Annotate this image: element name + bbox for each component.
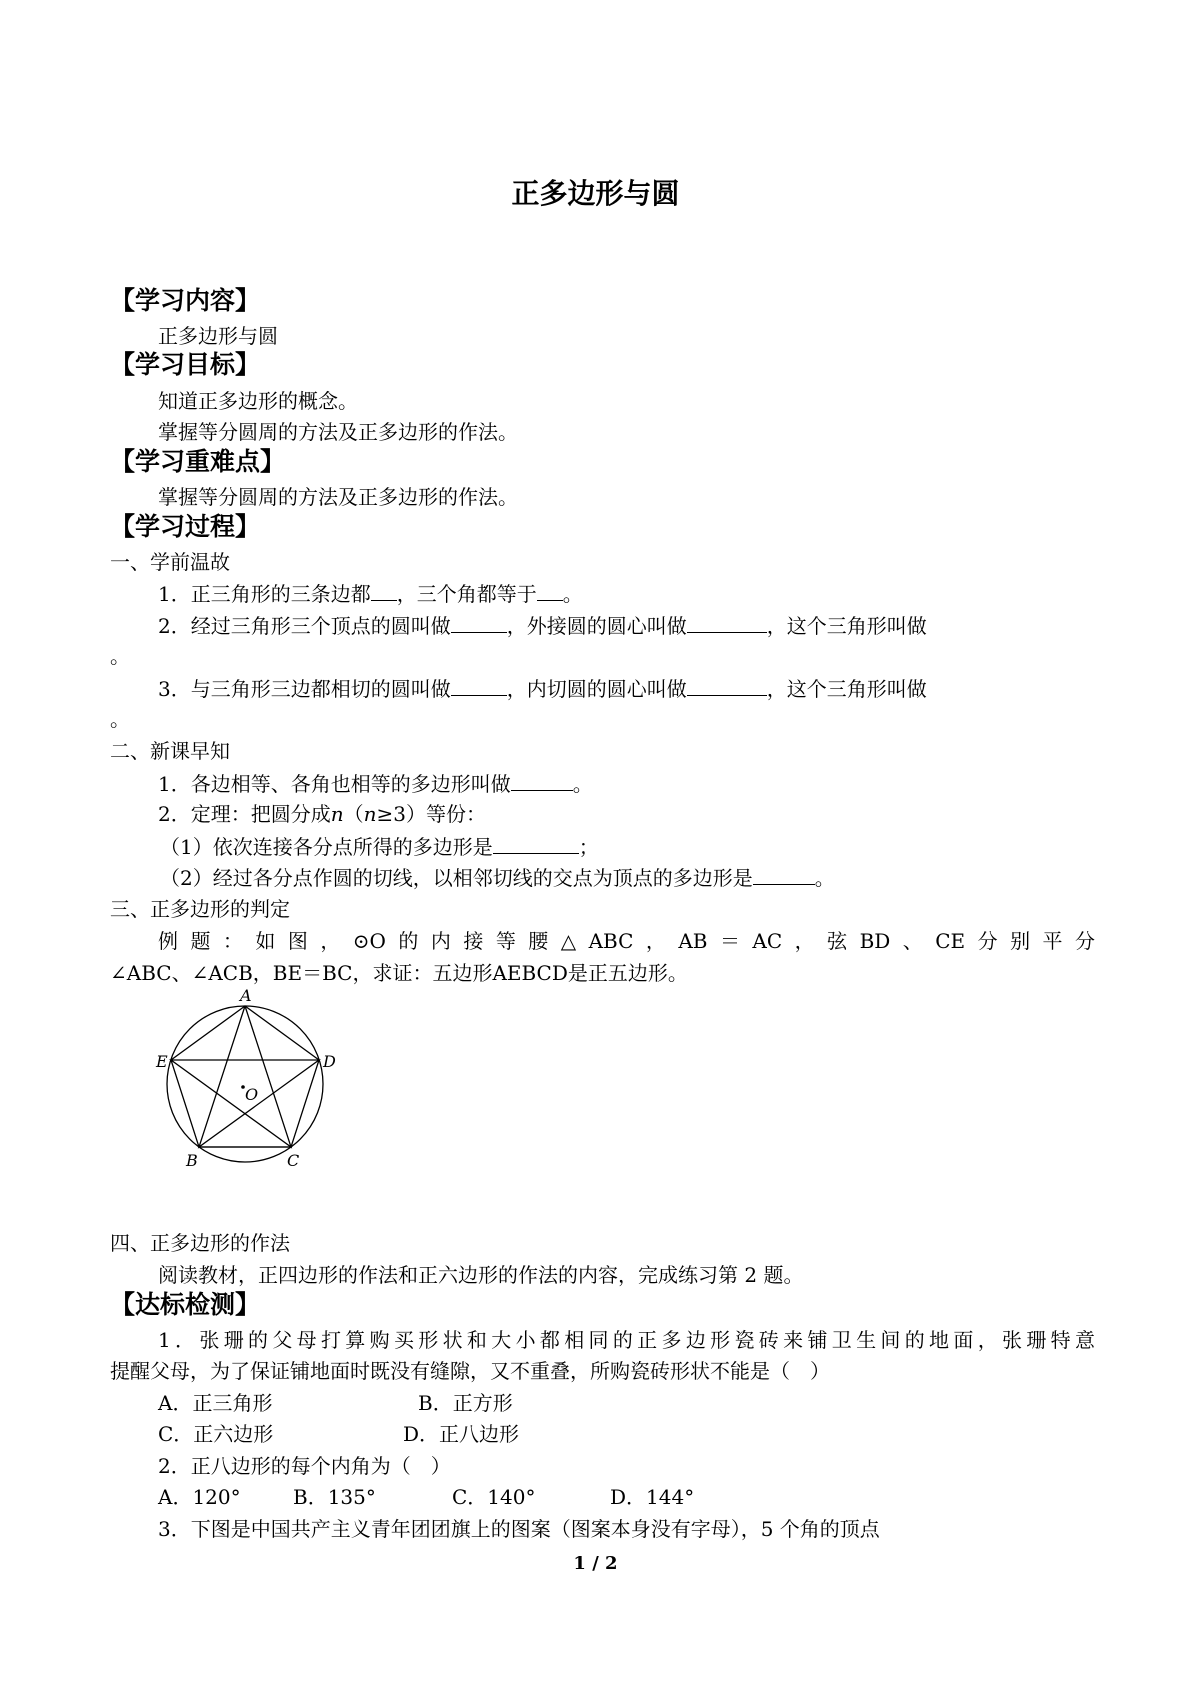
blank (451, 612, 507, 633)
q1-option-c: C．正六边形 (158, 1422, 274, 1446)
example-line-1: 例题：如图，⊙O的内接等腰△ABC，AB＝AC，弦BD、CE分别平分 (158, 929, 1095, 953)
q1-option-a: A．正三角形 (158, 1391, 273, 1415)
review-q1-text-c: 。 (562, 582, 583, 606)
circle-o (167, 1006, 323, 1162)
q2-option-d: D．144° (610, 1485, 695, 1509)
label-d: D (323, 1052, 336, 1071)
new-q1-text-a: 1．各边相等、各角也相等的多边形叫做 (158, 772, 511, 796)
blank (537, 580, 563, 601)
new-q2-n: n (330, 802, 344, 826)
new-q2-paren: （ (343, 802, 364, 826)
section-header-goals: 【学习目标】 (110, 350, 261, 379)
review-q3 (158, 675, 927, 702)
review-q1-text-a: 1．正三角形的三条边都 (158, 582, 371, 606)
new-q2-2-text-a: （2）经过各分点作圆的切线，以相邻切线的交点为顶点的多边形是 (160, 866, 753, 890)
construct-title: 四、正多边形的作法 (110, 1231, 290, 1255)
review-q2-text-a: 2．经过三角形三个顶点的圆叫做 (158, 614, 451, 638)
review-q1-text-b: ，三个角都等于 (396, 582, 537, 606)
review-q2 (158, 612, 927, 639)
review-q2-end: 。 (110, 644, 130, 668)
goal-1: 知道正多边形的概念。 (158, 389, 358, 413)
construct-text: 阅读教材，正四边形的作法和正六边形的作法的内容，完成练习第 2 题。 (158, 1263, 804, 1287)
page-number: 1 / 2 (573, 1553, 618, 1574)
q1-option-b: B．正方形 (418, 1391, 513, 1415)
q2-option-b: B．135° (293, 1485, 376, 1509)
judge-title: 三、正多边形的判定 (110, 897, 290, 921)
new-q2-2 (160, 864, 835, 891)
pentagram-star (171, 1006, 319, 1147)
q2-option-c: C．140° (452, 1485, 536, 1509)
section-header-key: 【学习重难点】 (110, 447, 286, 476)
label-b: B (186, 1151, 198, 1170)
label-a: A (240, 986, 252, 1005)
q3: 3．下图是中国共产主义青年团团旗上的图案（图案本身没有字母），5 个角的顶点 (158, 1517, 880, 1541)
new-q2-1-text-a: （1）依次连接各分点所得的多边形是 (160, 835, 493, 859)
new-q2-rest: ≥3）等份： (376, 802, 486, 826)
new-q1 (158, 770, 593, 797)
review-q3-text-a: 3．与三角形三边都相切的圆叫做 (158, 677, 451, 701)
new-q2-n2: n (363, 802, 377, 826)
new-q2 (158, 801, 486, 827)
new-q2-2-text-b: 。 (814, 866, 835, 890)
goal-2: 掌握等分圆周的方法及正多边形的作法。 (158, 420, 518, 444)
new-title: 二、新课早知 (110, 739, 230, 763)
blank (687, 612, 767, 633)
blank (687, 675, 767, 696)
q2-option-a: A．120° (158, 1485, 241, 1509)
example-line-2: ∠ABC、∠ACB，BE＝BC，求证：五边形AEBCD是正五边形。 (110, 961, 688, 985)
key-text: 掌握等分圆周的方法及正多边形的作法。 (158, 485, 518, 509)
new-q2-1-text-b: ； (578, 835, 599, 859)
review-q3-text-b: ，内切圆的圆心叫做 (506, 677, 687, 701)
q1-option-d: D．正八边形 (403, 1422, 520, 1446)
new-q2-1 (160, 833, 599, 860)
label-c: C (287, 1151, 300, 1170)
pentagon-figure (150, 985, 350, 1170)
review-q2-text-b: ，外接圆的圆心叫做 (506, 614, 687, 638)
review-q3-end: 。 (110, 707, 130, 731)
blank (451, 675, 507, 696)
label-e: E (156, 1052, 168, 1071)
blank (493, 833, 579, 854)
blank (511, 770, 573, 791)
new-q1-text-b: 。 (572, 772, 593, 796)
blank (371, 580, 397, 601)
review-q3-text-c: ，这个三角形叫做 (766, 677, 927, 701)
section-header-process: 【学习过程】 (110, 512, 261, 541)
new-q2-text: 2．定理：把圆分成 (158, 802, 331, 826)
q1-line-2: 提醒父母，为了保证铺地面时既没有缝隙，又不重叠，所购瓷砖形状不能是（ ） (110, 1359, 830, 1383)
content-text: 正多边形与圆 (158, 324, 278, 348)
label-o: O (245, 1085, 259, 1104)
section-header-content: 【学习内容】 (110, 286, 261, 315)
review-q2-text-c: ，这个三角形叫做 (766, 614, 927, 638)
blank (753, 864, 815, 885)
review-title: 一、学前温故 (110, 550, 230, 574)
page-title: 正多边形与圆 (511, 177, 680, 210)
q2: 2．正八边形的每个内角为（ ） (158, 1454, 451, 1478)
section-header-test: 【达标检测】 (110, 1290, 261, 1319)
review-q1 (158, 580, 583, 607)
q1-line-1: 1．张珊的父母打算购买形状和大小都相同的正多边形瓷砖来铺卫生间的地面，张珊特意 (158, 1328, 1095, 1352)
